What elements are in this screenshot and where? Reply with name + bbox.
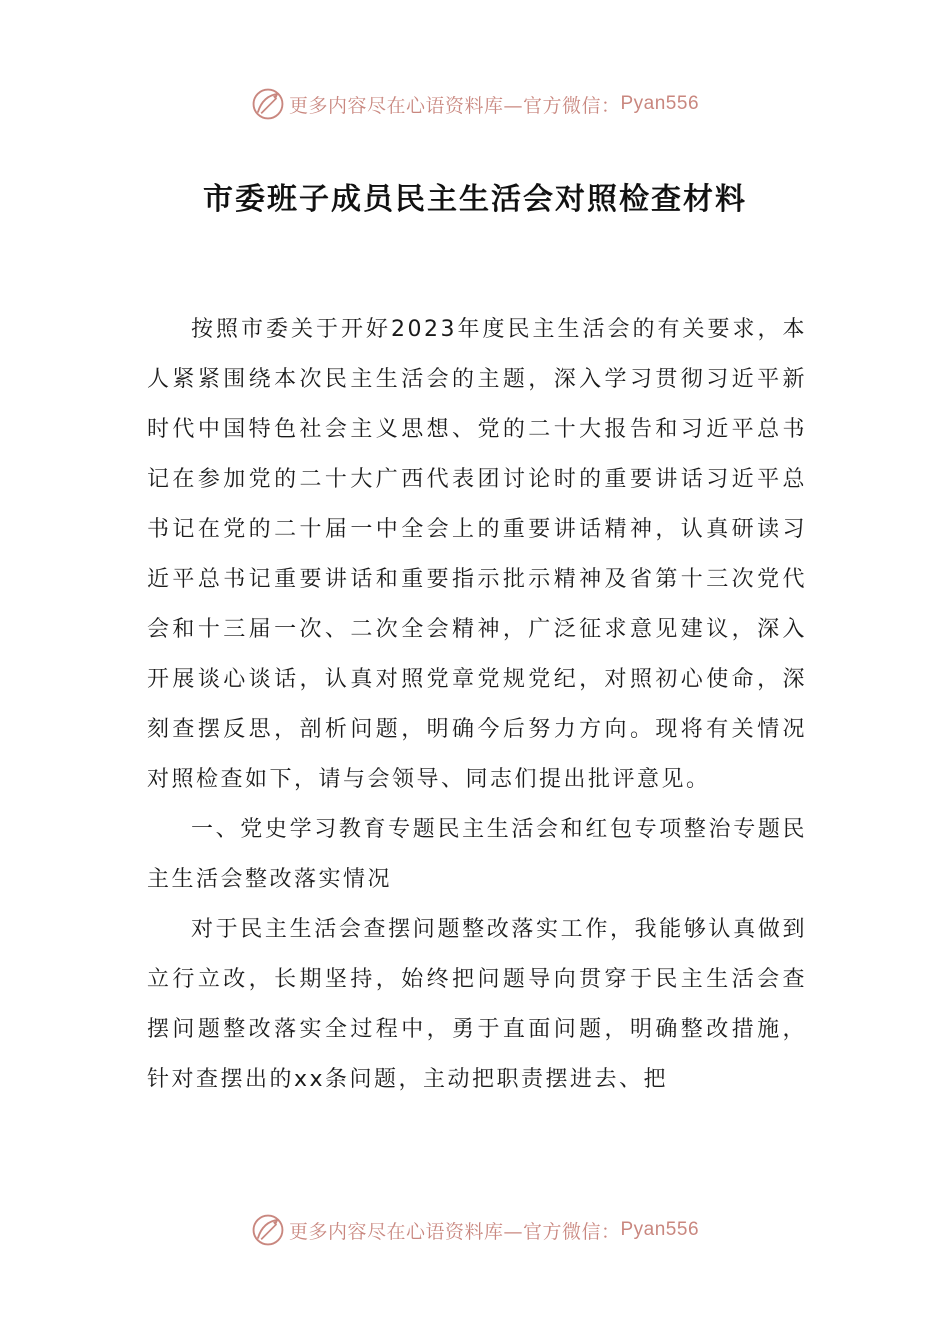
- watermark-text: 更多内容尽在心语资料库—官方微信：: [288, 1220, 621, 1243]
- pen-logo-icon: [251, 1213, 285, 1247]
- document-title: 市委班子成员民主生活会对照检查材料: [203, 182, 747, 217]
- pen-logo-icon: [251, 87, 285, 121]
- section-heading: 一、党史学习教育专题民主生活会和红包专项整治专题民主生活会整改落实情况: [147, 817, 807, 892]
- watermark-wechat-id: Pyan556: [620, 93, 700, 114]
- paragraph: 对于民主生活会查摆问题整改落实工作，我能够认真做到立行立改，长期坚持，始终把问题导向贯穿于民主生活会查摆问题整改落实全过程中，勇于直面问题，明确整改措施，针对查摆出的xx条问题，主动把职责摆进去、把: [147, 917, 807, 1092]
- document-body: [147, 305, 807, 1105]
- watermark-header: [0, 84, 950, 124]
- paragraph: 按照市委关于开好2023年度民主生活会的有关要求，本人紧紧围绕本次民主生活会的主题，深入学习贯彻习近平新时代中国特色社会主义思想、党的二十大报告和习近平总书记在参加党的二十大广西代表团讨论时的重要讲话习近平总书记在党的二十届一中全会上的重要讲话精神，认真研读习近平总书记重要讲话和重要指示批示精神及省第十三次党代会和十三届一次、二次全会精神，广泛征求意见建议，深入开展谈心谈话，认真对照党章党规党纪，对照初心使命，深刻查摆反思，剖析问题，明确今后努力方向。现将有关情况对照检查如下，请与会领导、同志们提出批评意见。: [147, 317, 807, 792]
- watermark-wechat-id: Pyan556: [620, 1219, 700, 1240]
- watermark-text: 更多内容尽在心语资料库—官方微信：: [288, 94, 621, 117]
- watermark-footer: [0, 1210, 950, 1250]
